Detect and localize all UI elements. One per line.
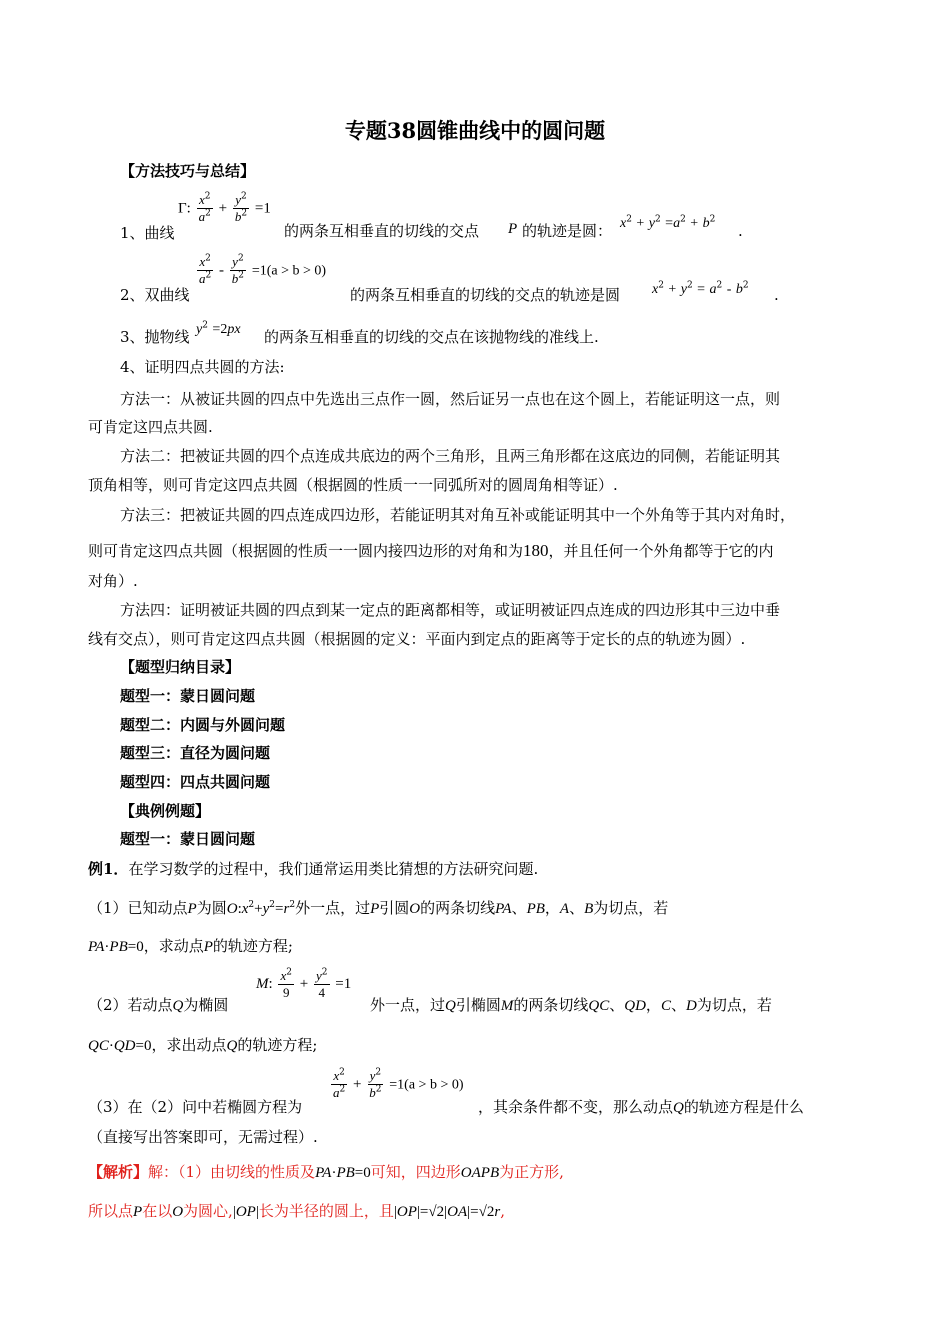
type-item-4: 题型四：四点共圆问题 [120, 773, 271, 791]
example-1-intro: 例1．在学习数学的过程中，我们通常运用类比猜想的方法研究问题. [88, 860, 539, 878]
parabola-equation: $y^2 =2px$ [196, 320, 241, 337]
section-heading-examples: 【典例例题】 [120, 802, 211, 820]
method-3-line-2: 则可肯定这四点共圆（根据圆的性质一一圆内接四边形的对角和为180，并且任何一个外角都等于它的内 [88, 541, 774, 560]
example-type-heading: 题型一：蒙日圆问题 [120, 830, 256, 848]
ellipse-equation: Γ: $\frac{x^2}{a^2}$ + $\frac{y^2}{b^2}$ =1 [178, 191, 271, 224]
method-3-line-3: 对角）. [88, 572, 138, 590]
type-item-2: 题型二：内圆与外圆问题 [120, 716, 286, 734]
page-title: 专题38圆锥曲线中的圆问题 [344, 118, 606, 143]
method-1-line-1: 方法一：从被证共圆的四点中先选出三点作一圆，然后证另一点也在这个圆上，若能证明这一点，则 [120, 390, 781, 408]
item-4: 4、证明四点共圆的方法: [120, 358, 285, 376]
ellipse-general-equation: $\frac{x^2}{a^2}$ + $\frac{y^2}{b^2}$ =1(a > b > 0) [333, 1067, 464, 1100]
question-2-line-2: QC·QD=0，求出动点Q的轨迹方程; [88, 1036, 318, 1054]
method-4-line-2: 线有交点），则可肯定这四点共圆（根据圆的定义：平面内到定点的距离等于定长的点的轨迹为圆）. [88, 630, 746, 648]
circle-equation: $x^2 + y^2 =a^2 + b^2$ [620, 214, 716, 231]
type-item-1: 题型一：蒙日圆问题 [120, 687, 256, 705]
hyperbola-equation: $\frac{x^2}{a^2}$ - $\frac{y^2}{b^2}$ =1(a > b > 0) [199, 253, 327, 286]
question-1-line-1: （1）已知动点P为圆$O:x^2+y^2=r^2$外一点，过P引圆O的两条切线PA、PB，A、B为切点，若 [88, 899, 669, 917]
solution-line-2: 所以点P在以O为圆心,|OP|长为半径的圆上，且|OP|=√2|OA|=√2r, [88, 1202, 505, 1220]
method-2-line-1: 方法二：把被证共圆的四个点连成共底边的两个三角形，且两三角形都在这底边的同侧，若能证明其 [120, 447, 781, 465]
type-item-3: 题型三：直径为圆问题 [120, 744, 271, 762]
method-4-line-1: 方法四：证明被证共圆的四点到某一定点的距离都相等，或证明被证四点连成的四边形其中三边中垂 [120, 601, 781, 619]
section-heading-types: 【题型归纳目录】 [120, 658, 241, 676]
method-3-line-1: 方法三：把被证共圆的四点连成四边形，若能证明其对角互补或能证明其中一个外角等于其内对角时， [120, 506, 796, 524]
solution-line-1: 【解析】解：（1）由切线的性质及PA·PB=0可知，四边形OAPB为正方形, [88, 1163, 564, 1181]
document-page: 专题38圆锥曲线中的圆问题 【方法技巧与总结】 1、曲线 Γ: $\frac{x^2}{a^2}$ + $\frac{y^2}{b^2}$ =1 的两条互相垂直的切线的交点 P 的轨迹是圆： $x^2 + y^2 =a^2 + b^2$ . 2、双曲线 $\frac{x^2}{a^2}$ - $\frac{y^2}{b^2}$ =1(a > b > 0) 的两条互相垂直的切线的交点的轨迹是圆 $x^2 + y^2 = a^2 - b^2$ . 3、抛物线 $y^2 =2px$ 的两条互相垂直的切线的交点在该抛物线的准线上. 4、证明四点共圆的方法: 方法一：从被证共圆的四点中先选出三点作一圆，然后证另一点也在这个圆上，若能证明这一点，则 可肯定这四点共圆. 方法二：把被证共圆的四个点连成共底边的两个三角形，且两三角形都在这底边的同侧，若能证明其 顶角相等，则可肯定这四点共圆（根据圆的性质一一同弧所对的圆周角相等证）. 方法三：把被证共圆的四点连成四边形，若能证明其对角互补或能证明其中一个外角等于其内对角时， 则可肯定这四点共圆（根据圆的性质一一圆内接四边形的对角和为180，并且任何一个外角都等于它的内 对角）. 方法四：证明被证共圆的四点到某一定点的距离都相等，或证明被证四点连成的四边形其中三边中垂 线有交点），则可肯定这四点共圆（根据圆的定义：平面内到定点的距离等于定长的点的轨迹为圆）. 【题型归纳目录】 题型一：蒙日圆问题 题型二：内圆与外圆问题 题型三：直径为圆问题 题型四：四点共圆问题 【典例例题】 题型一：蒙日圆问题 例1．在学习数学的过程中，我们通常运用类比猜想的方法研究问题. （1）已知动点P为圆$O:x^2+y^2=r^2$外一点，过P引圆O的两条切线PA、PB，A、B为切点，若 PA·PB=0，求动点P的轨迹方程; （2）若动点Q为椭圆 M: $\frac{x^2}{9}$ + $\frac{y^2}{4}$ =1 外一点，过Q引椭圆M的两条切线QC、QD，C、D为切点，若 QC·QD=0，求出动点Q的轨迹方程; （3）在（2）问中若椭圆方程为 $\frac{x^2}{a^2}$ + $\frac{y^2}{b^2}$ =1(a > b > 0) ，其余条件都不变，那么动点Q的轨迹方程是什么 （直接写出答案即可，无需过程）. 【解析】解：（1）由切线的性质及PA·PB=0可知，四边形OAPB为正方形, 所以点P在以O为圆心,|OP|长为半径的圆上，且|OP|=√2|OA|=√2r, [0, 0, 950, 1344]
section-heading-methods: 【方法技巧与总结】 [120, 162, 256, 180]
ellipse-m-equation: M: $\frac{x^2}{9}$ + $\frac{y^2}{4}$ =1 [256, 967, 352, 1000]
method-1-line-2: 可肯定这四点共圆. [88, 418, 213, 436]
question-3-line-2: （直接写出答案即可，无需过程）. [88, 1128, 318, 1146]
method-2-line-2: 顶角相等，则可肯定这四点共圆（根据圆的性质一一同弧所对的圆周角相等证）. [88, 476, 618, 494]
circle-equation-2: $x^2 + y^2 = a^2 - b^2$ [652, 280, 749, 297]
question-1-line-2: PA·PB=0，求动点P的轨迹方程; [88, 937, 293, 955]
